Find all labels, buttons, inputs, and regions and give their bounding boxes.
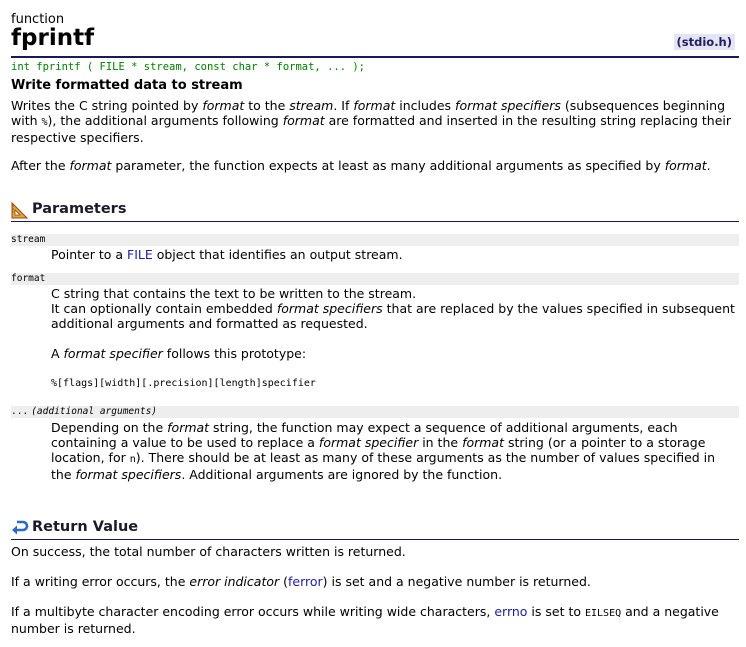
intro-paragraph-2: After the format parameter, the function expects at least as many additional arguments as specified by format. — [11, 158, 711, 173]
page-subtitle: Write formatted data to stream — [11, 78, 243, 93]
return-arrow-icon — [11, 519, 29, 537]
page-title: fprintf — [11, 25, 95, 51]
return-value-section-header — [11, 519, 739, 540]
entry-kind: function — [11, 12, 65, 27]
param-desc-format-line3: A format specifier follows this prototype: — [51, 346, 307, 361]
title-rule — [11, 56, 739, 58]
param-name-format: format — [11, 273, 739, 285]
file-link[interactable]: FILE — [127, 247, 153, 262]
section-title: Parameters — [32, 201, 127, 217]
return-paragraph-1: On success, the total number of characters written is returned. — [11, 544, 406, 559]
format-specifier-prototype: %[flags][width][.precision][length]specifier — [51, 378, 316, 389]
ferror-link[interactable]: ferror — [288, 574, 323, 589]
header-link[interactable]: (stdio.h) — [674, 34, 735, 50]
param-name-additional: ... (additional arguments) — [11, 406, 739, 418]
return-paragraph-3: If a multibyte character encoding error occurs while writing wide characters, errno is set to EILSEQ and a negative number is returned. — [11, 604, 719, 636]
parameters-section-header — [11, 201, 739, 222]
ruler-triangle-icon — [11, 201, 29, 219]
section-title: Return Value — [32, 519, 139, 535]
errno-link[interactable]: errno — [494, 604, 528, 619]
param-desc-format-line2: It can optionally contain embedded format specifiers that are replaced by the values specified in subsequent additional arguments and formatted as requested. — [51, 301, 735, 331]
param-name-stream: stream — [11, 234, 739, 246]
function-prototype: int fprintf ( FILE * stream, const char * format, ... ); — [11, 61, 366, 73]
param-desc-additional: Depending on the format string, the function may expect a sequence of additional arguments, each containing a value to be used to replace a format specifier in the format string (or a pointer to a storage location, for n). There should be at least as many of these arguments as the number of values specified in the format specifiers. Additional arguments are ignored by the function. — [51, 420, 716, 482]
return-paragraph-2: If a writing error occurs, the error indicator (ferror) is set and a negative number is returned. — [11, 574, 591, 589]
param-desc-format-line1: C string that contains the text to be written to the stream. — [51, 286, 417, 301]
intro-paragraph-1: Writes the C string pointed by format to the stream. If format includes format specifiers (subsequences beginning with %), the additional arguments following format are formatted and inserted in the resulting string replacing their respective specifiers. — [11, 98, 732, 145]
param-desc-stream: Pointer to a FILE object that identifies an output stream. — [51, 247, 403, 262]
